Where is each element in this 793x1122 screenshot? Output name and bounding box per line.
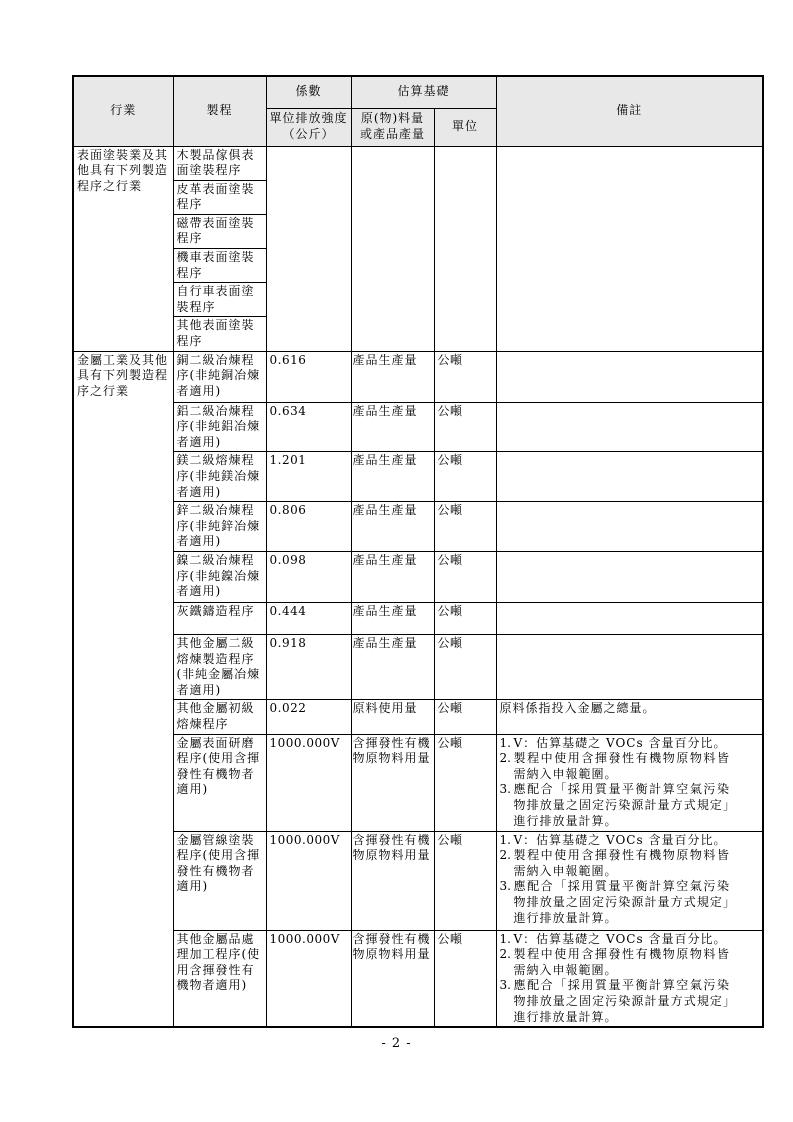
process-cell: 自行車表面塗裝程序 bbox=[173, 283, 266, 317]
header-basis-sub: 原(物)料量或產品產量 bbox=[351, 108, 434, 146]
header-row-1 bbox=[73, 76, 763, 108]
remark-list-item: 1. V：估算基礎之 VOCs 含量百分比。 bbox=[499, 931, 727, 946]
process-cell: 其他金屬二級熔煉製造程序(非純金屬冶煉者適用) bbox=[173, 634, 266, 699]
process-cell: 鋅二級冶煉程序(非純鋅冶煉者適用) bbox=[173, 502, 266, 552]
basis-cell: 原料使用量 bbox=[351, 700, 434, 734]
remark-list-item: 3. 應配合「採用質量平衡計算空氣污染物排放量之固定污染源計量方式規定」進行排放量計算。 bbox=[499, 782, 731, 828]
basis-cell: 產品生產量 bbox=[351, 351, 434, 402]
coefficient-cell: 0.918 bbox=[266, 634, 351, 699]
basis-cell: 含揮發性有機物原物料用量 bbox=[351, 734, 434, 831]
remark-cell bbox=[496, 700, 763, 734]
table-row bbox=[73, 734, 763, 831]
remark-item-number: 2. bbox=[499, 848, 511, 863]
remark-list-item: 2. 製程中使用含揮發性有機物原物料皆需納入申報範圍。 bbox=[499, 947, 731, 977]
unit-cell: 公噸 bbox=[434, 452, 496, 502]
process-cell: 鎂二級熔煉程序(非純鎂冶煉者適用) bbox=[173, 452, 266, 502]
coefficient-cell: 1000.000V bbox=[266, 930, 351, 1027]
basis-cell bbox=[351, 146, 434, 351]
header-coefficient: 係數 bbox=[266, 76, 351, 108]
table-row bbox=[73, 452, 763, 502]
remark-cell bbox=[496, 502, 763, 552]
table-row bbox=[73, 502, 763, 552]
coefficient-cell: 0.806 bbox=[266, 502, 351, 552]
table-row bbox=[73, 831, 763, 930]
header-process: 製程 bbox=[173, 76, 266, 146]
coefficient-cell: 0.616 bbox=[266, 351, 351, 402]
process-cell: 其他表面塗裝程序 bbox=[173, 317, 266, 351]
coefficient-cell bbox=[266, 146, 351, 351]
remark-cell bbox=[496, 452, 763, 502]
basis-cell: 產品生產量 bbox=[351, 551, 434, 602]
remark-list-item: 3. 應配合「採用質量平衡計算空氣污染物排放量之固定污染源計量方式規定」進行排放量計算。 bbox=[499, 879, 731, 925]
unit-cell bbox=[434, 146, 496, 351]
table-row bbox=[73, 634, 763, 699]
table-body bbox=[73, 146, 763, 1027]
unit-cell: 公噸 bbox=[434, 351, 496, 402]
basis-cell: 產品生產量 bbox=[351, 634, 434, 699]
remark-cell bbox=[496, 551, 763, 602]
remark-item-number: 3. bbox=[499, 879, 511, 894]
header-unit: 單位 bbox=[434, 108, 496, 146]
coefficient-cell: 1.201 bbox=[266, 452, 351, 502]
remark-list-item: 3. 應配合「採用質量平衡計算空氣污染物排放量之固定污染源計量方式規定」進行排放量計算。 bbox=[499, 978, 731, 1024]
remark-cell bbox=[496, 831, 763, 930]
unit-cell: 公噸 bbox=[434, 634, 496, 699]
remark-cell bbox=[496, 402, 763, 452]
unit-cell: 公噸 bbox=[434, 402, 496, 452]
coefficient-cell: 0.098 bbox=[266, 551, 351, 602]
remark-item-number: 3. bbox=[499, 978, 511, 993]
industry-cell: 表面塗裝業及其他具有下列製造程序之行業 bbox=[73, 146, 173, 351]
header-basis-group: 估算基礎 bbox=[351, 76, 496, 108]
process-cell: 機車表面塗裝程序 bbox=[173, 249, 266, 283]
basis-cell: 產品生產量 bbox=[351, 452, 434, 502]
remark-list-item: 2. 製程中使用含揮發性有機物原物料皆需納入申報範圍。 bbox=[499, 751, 731, 781]
remark-cell bbox=[496, 602, 763, 634]
remark-item-number: 1. bbox=[499, 832, 511, 847]
table-row bbox=[73, 351, 763, 402]
remark-item-number: 3. bbox=[499, 782, 511, 797]
remark-cell bbox=[496, 930, 763, 1027]
table-row bbox=[73, 700, 763, 734]
remark-text: 原料係指投入金屬之總量。 bbox=[499, 701, 656, 716]
remark-item-number: 2. bbox=[499, 751, 511, 766]
process-cell: 金屬管線塗裝程序(使用含揮發性有機物者適用) bbox=[173, 831, 266, 930]
header-industry: 行業 bbox=[73, 76, 173, 146]
remark-list-item: 1. V：估算基礎之 VOCs 含量百分比。 bbox=[499, 832, 727, 847]
coefficient-cell: 1000.000V bbox=[266, 831, 351, 930]
process-cell: 其他金屬品處理加工程序(使用含揮發性有機物者適用) bbox=[173, 930, 266, 1027]
process-cell: 鋁二級冶煉程序(非純鋁冶煉者適用) bbox=[173, 402, 266, 452]
industry-cell: 金屬工業及其他具有下列製造程序之行業 bbox=[73, 351, 173, 1027]
remark-item-number: 2. bbox=[499, 947, 511, 962]
basis-cell: 產品生產量 bbox=[351, 502, 434, 552]
remark-item-number: 1. bbox=[499, 735, 511, 750]
unit-cell: 公噸 bbox=[434, 602, 496, 634]
emission-factor-table bbox=[72, 75, 764, 1028]
remark-list-item: 2. 製程中使用含揮發性有機物原物料皆需納入申報範圍。 bbox=[499, 848, 731, 878]
process-cell: 金屬表面研磨程序(使用含揮發性有機物者適用) bbox=[173, 734, 266, 831]
remark-list-item: 1. V：估算基礎之 VOCs 含量百分比。 bbox=[499, 735, 727, 750]
remark-item-number: 1. bbox=[499, 931, 511, 946]
process-cell: 磁帶表面塗裝程序 bbox=[173, 214, 266, 248]
header-remark: 備註 bbox=[496, 76, 763, 146]
process-cell: 鎳二級冶煉程序(非純鎳冶煉者適用) bbox=[173, 551, 266, 602]
table-row bbox=[73, 146, 763, 180]
remark-cell bbox=[496, 634, 763, 699]
coefficient-cell: 0.444 bbox=[266, 602, 351, 634]
unit-cell: 公噸 bbox=[434, 502, 496, 552]
basis-cell: 產品生產量 bbox=[351, 602, 434, 634]
process-cell: 其他金屬初級熔煉程序 bbox=[173, 700, 266, 734]
unit-cell: 公噸 bbox=[434, 734, 496, 831]
unit-cell: 公噸 bbox=[434, 930, 496, 1027]
coefficient-cell: 0.634 bbox=[266, 402, 351, 452]
table-row bbox=[73, 551, 763, 602]
table-row bbox=[73, 402, 763, 452]
basis-cell: 含揮發性有機物原物料用量 bbox=[351, 930, 434, 1027]
unit-cell: 公噸 bbox=[434, 551, 496, 602]
unit-cell: 公噸 bbox=[434, 700, 496, 734]
process-cell: 皮革表面塗裝程序 bbox=[173, 180, 266, 214]
basis-cell: 產品生產量 bbox=[351, 402, 434, 452]
process-cell: 銅二級冶煉程序(非純銅冶煉者適用) bbox=[173, 351, 266, 402]
header-coefficient-sub: 單位排放強度（公斤） bbox=[266, 108, 351, 146]
process-cell: 木製品傢俱表面塗裝程序 bbox=[173, 146, 266, 180]
table-row bbox=[73, 930, 763, 1027]
coefficient-cell: 0.022 bbox=[266, 700, 351, 734]
basis-cell: 含揮發性有機物原物料用量 bbox=[351, 831, 434, 930]
remark-cell bbox=[496, 146, 763, 351]
table-row bbox=[73, 602, 763, 634]
page-number: - 2 - bbox=[381, 1036, 412, 1051]
table-header bbox=[73, 76, 763, 146]
unit-cell: 公噸 bbox=[434, 831, 496, 930]
remark-cell bbox=[496, 351, 763, 402]
coefficient-cell: 1000.000V bbox=[266, 734, 351, 831]
process-cell: 灰鐵鑄造程序 bbox=[173, 602, 266, 634]
remark-cell bbox=[496, 734, 763, 831]
